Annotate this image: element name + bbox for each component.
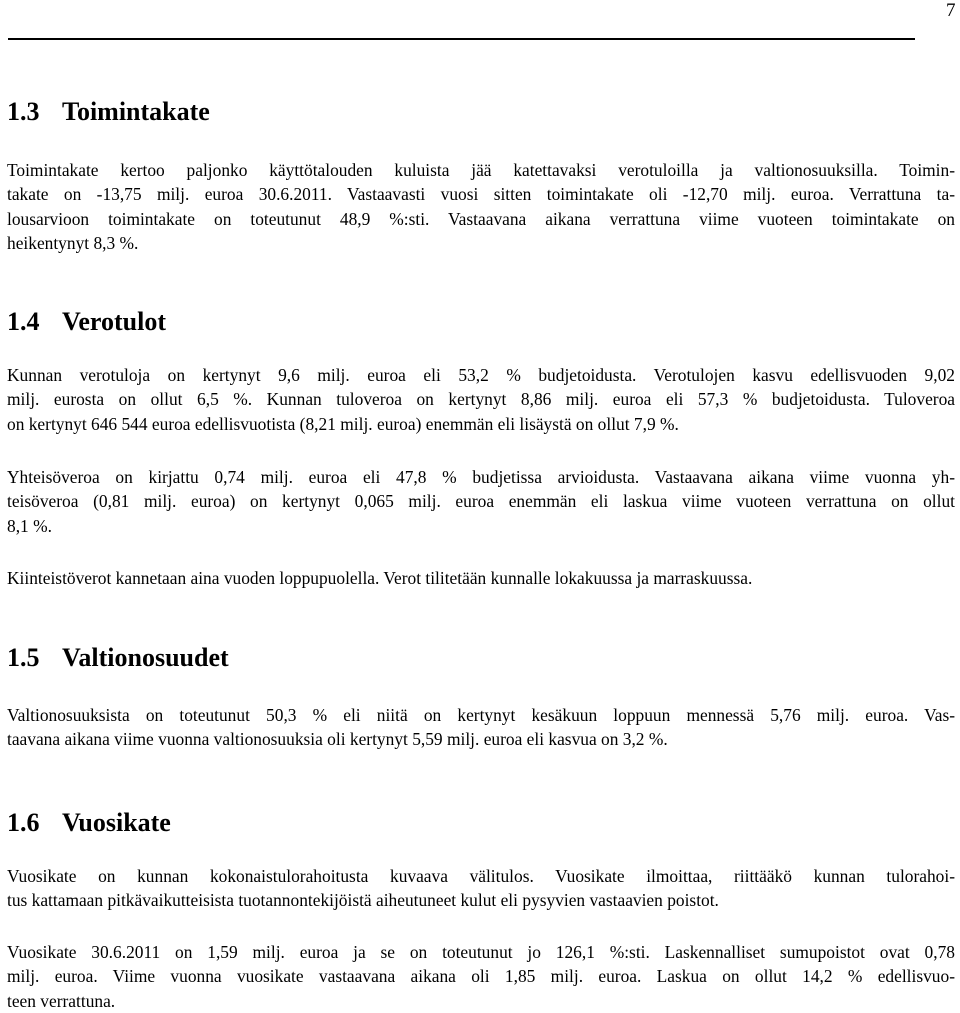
text-line: lousarvioon toimintakate on toteutunut 48,9 %:sti. Vastaavana aikana verrattuna viime vuoteen toimintakate on [7,208,955,229]
paragraph [7,158,955,255]
text-line: Kunnan verotuloja on kertynyt 9,6 milj. euroa eli 53,2 % budjetoidusta. Verotulojen kasvu edellisvuoden 9,02 [7,365,955,385]
paragraph [7,940,955,1013]
text-line: Yhteisöveroa on kirjattu 0,74 milj. euroa eli 47,8 % budjetissa arvioidusta. Vastaavana aikana viime vuonna yh- [7,467,955,487]
paragraph [7,465,955,538]
section-heading-valtionosuudet [7,643,229,673]
header-rule [8,38,915,40]
text-line: takate on -13,75 milj. euroa 30.6.2011. Vastaavasti vuosi sitten toimintakate oli -12,70 milj. euroa. Verrattuna ta- [7,184,955,205]
text-line: Valtionosuuksista on toteutunut 50,3 % eli niitä on kertynyt kesäkuun loppuun mennessä 5,76 milj. euroa. Vas- [7,705,955,725]
text-line: Toimintakate kertoo paljonko käyttötalouden kuluista jää katettavaksi verotuloilla ja valtionosuuksilla. Toimin- [7,160,955,180]
section-title: Valtionosuudet [62,643,229,672]
paragraph [7,363,955,436]
page-number: 7 [946,0,956,21]
text-line: 8,1 %. [7,515,52,536]
text-line: tus kattamaan pitkävaikutteisista tuotannontekijöistä aiheutuneet kulut eli pysyvien vastaavien poistot. [7,890,719,911]
paragraph [7,703,955,752]
text-line: Kiinteistöverot kannetaan aina vuoden loppupuolella. Verot tilitetään kunnalle lokakuussa ja marraskuussa. [7,568,753,588]
section-title: Verotulot [62,307,166,336]
section-title: Toimintakate [62,97,210,126]
paragraph [7,566,955,590]
section-heading-vuosikate [7,808,171,838]
paragraph [7,864,955,913]
text-line: Vuosikate 30.6.2011 on 1,59 milj. euroa ja se on toteutunut jo 126,1 %:sti. Laskennalliset sumupoistot ovat 0,78 [7,942,955,962]
text-line: on kertynyt 646 544 euroa edellisvuotista (8,21 milj. euroa) enemmän eli lisäystä on ollut 7,9 %. [7,413,679,434]
text-line: milj. eurosta on ollut 6,5 %. Kunnan tuloveroa on kertynyt 8,86 milj. euroa eli 57,3 % budjetoidusta. Tuloveroa [7,389,955,410]
section-heading-verotulot [7,307,166,337]
section-number: 1.3 [7,97,40,126]
text-line: taavana aikana viime vuonna valtionosuuksia oli kertynyt 5,59 milj. euroa eli kasvua on 3,2 %. [7,729,668,750]
section-number: 1.5 [7,643,40,672]
text-line: milj. euroa. Viime vuonna vuosikate vastaavana aikana oli 1,85 milj. euroa. Laskua on ollut 14,2 % edellisvuo- [7,966,955,987]
section-number: 1.4 [7,307,40,336]
section-title: Vuosikate [62,808,171,837]
section-heading-toimintakate [7,97,210,127]
text-line: heikentynyt 8,3 %. [7,232,139,253]
text-line: teisöveroa (0,81 milj. euroa) on kertynyt 0,065 milj. euroa enemmän eli laskua viime vuoteen verrattuna on ollut [7,491,955,512]
section-number: 1.6 [7,808,40,837]
text-line: teen verrattuna. [7,990,116,1011]
text-line: Vuosikate on kunnan kokonaistulorahoitusta kuvaava välitulos. Vuosikate ilmoittaa, riittääkö kunnan tulorahoi- [7,866,955,886]
